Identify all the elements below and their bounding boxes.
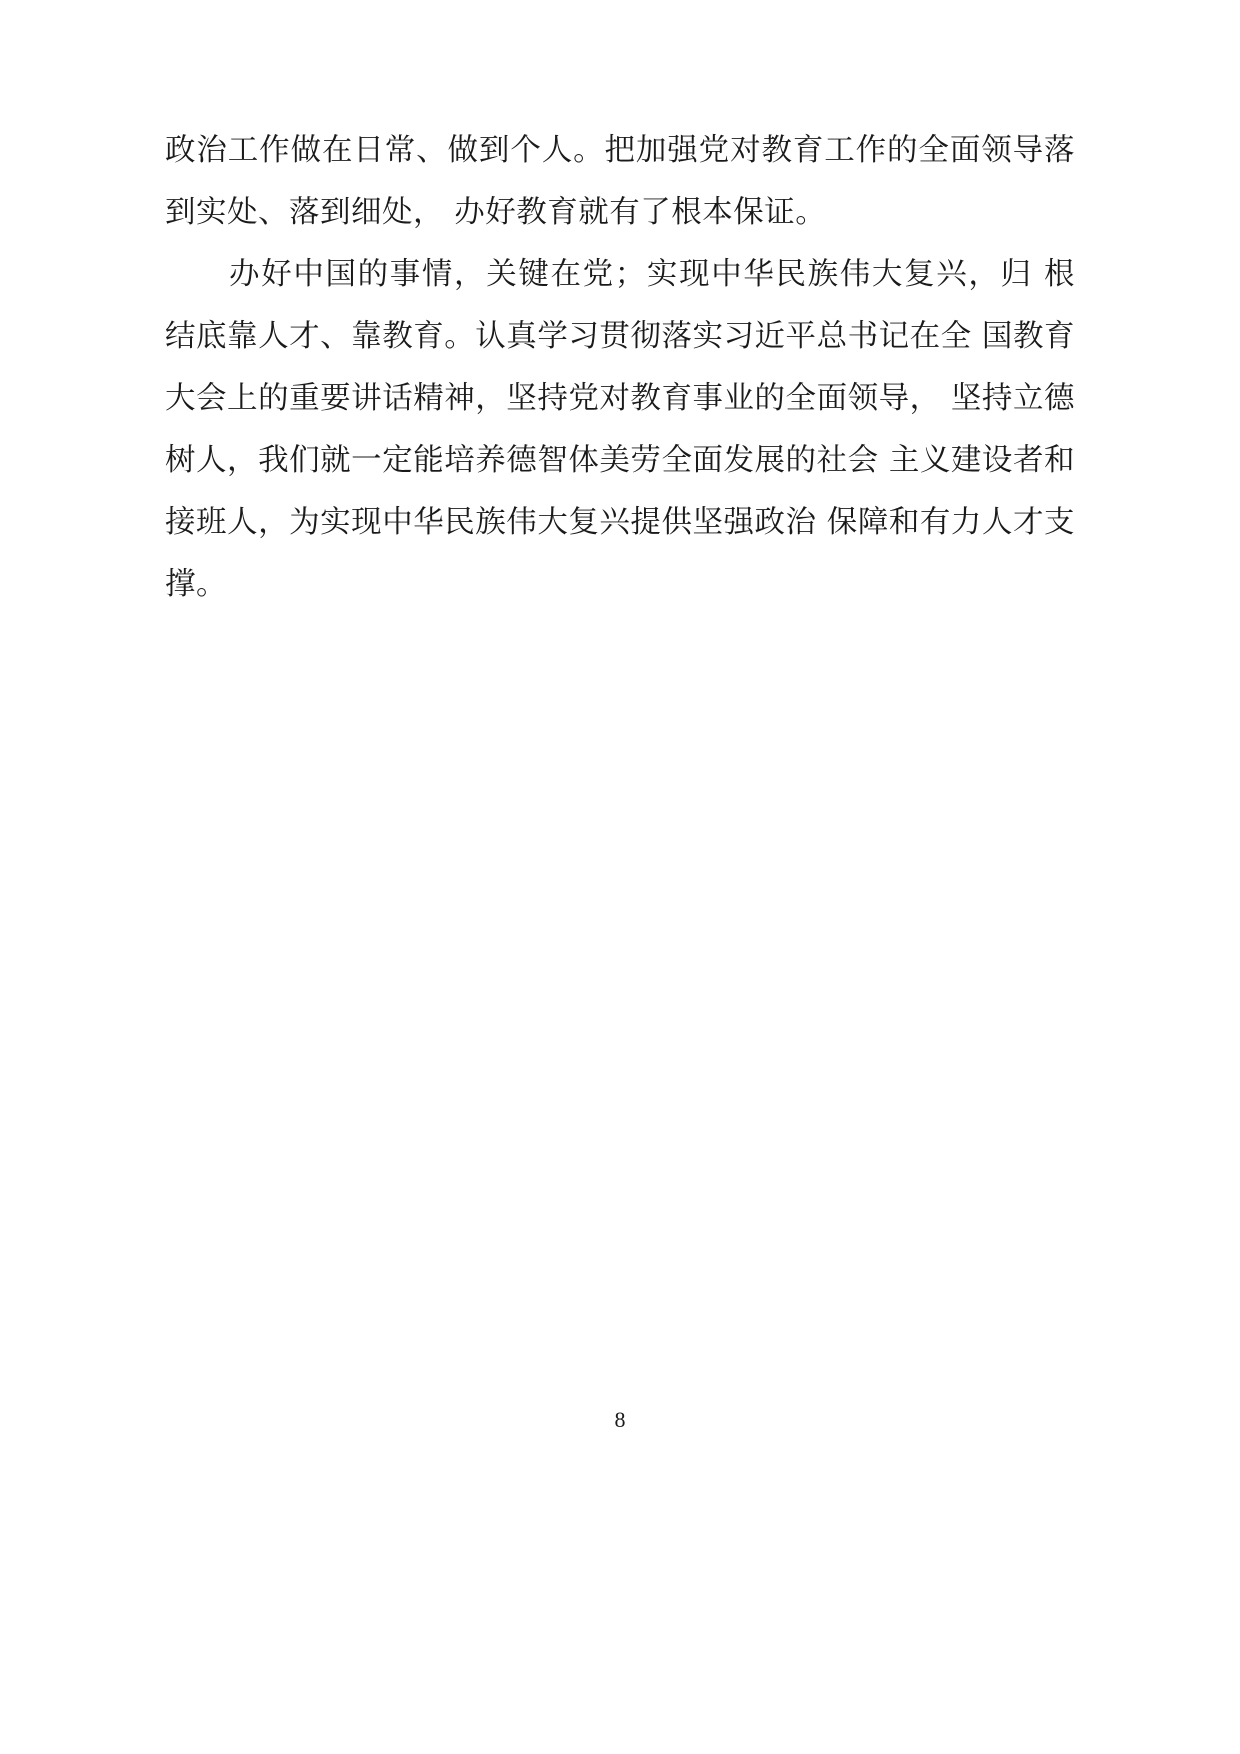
page-number: 8 (614, 1407, 626, 1432)
paragraph-2: 办好中国的事情，关键在党；实现中华民族伟大复兴，归 根结底靠人才、靠教育。认真学习贯彻落实习近平总书记在全 国教育大会上的重要讲话精神，坚持党对教育事业的全面领导， 坚持立德树人，我们就一定能培养德智体美劳全面发展的社会 主义建设者和接班人，为实现中华民族伟大复兴提供坚强政治 保障和有力人才支撑。 (165, 257, 1075, 602)
document-body (165, 120, 1075, 616)
paragraph-1: 政治工作做在日常、做到个人。把加强党对教育工作的全面领导落到实处、落到细处， 办好教育就有了根本保证。 (165, 133, 1075, 230)
